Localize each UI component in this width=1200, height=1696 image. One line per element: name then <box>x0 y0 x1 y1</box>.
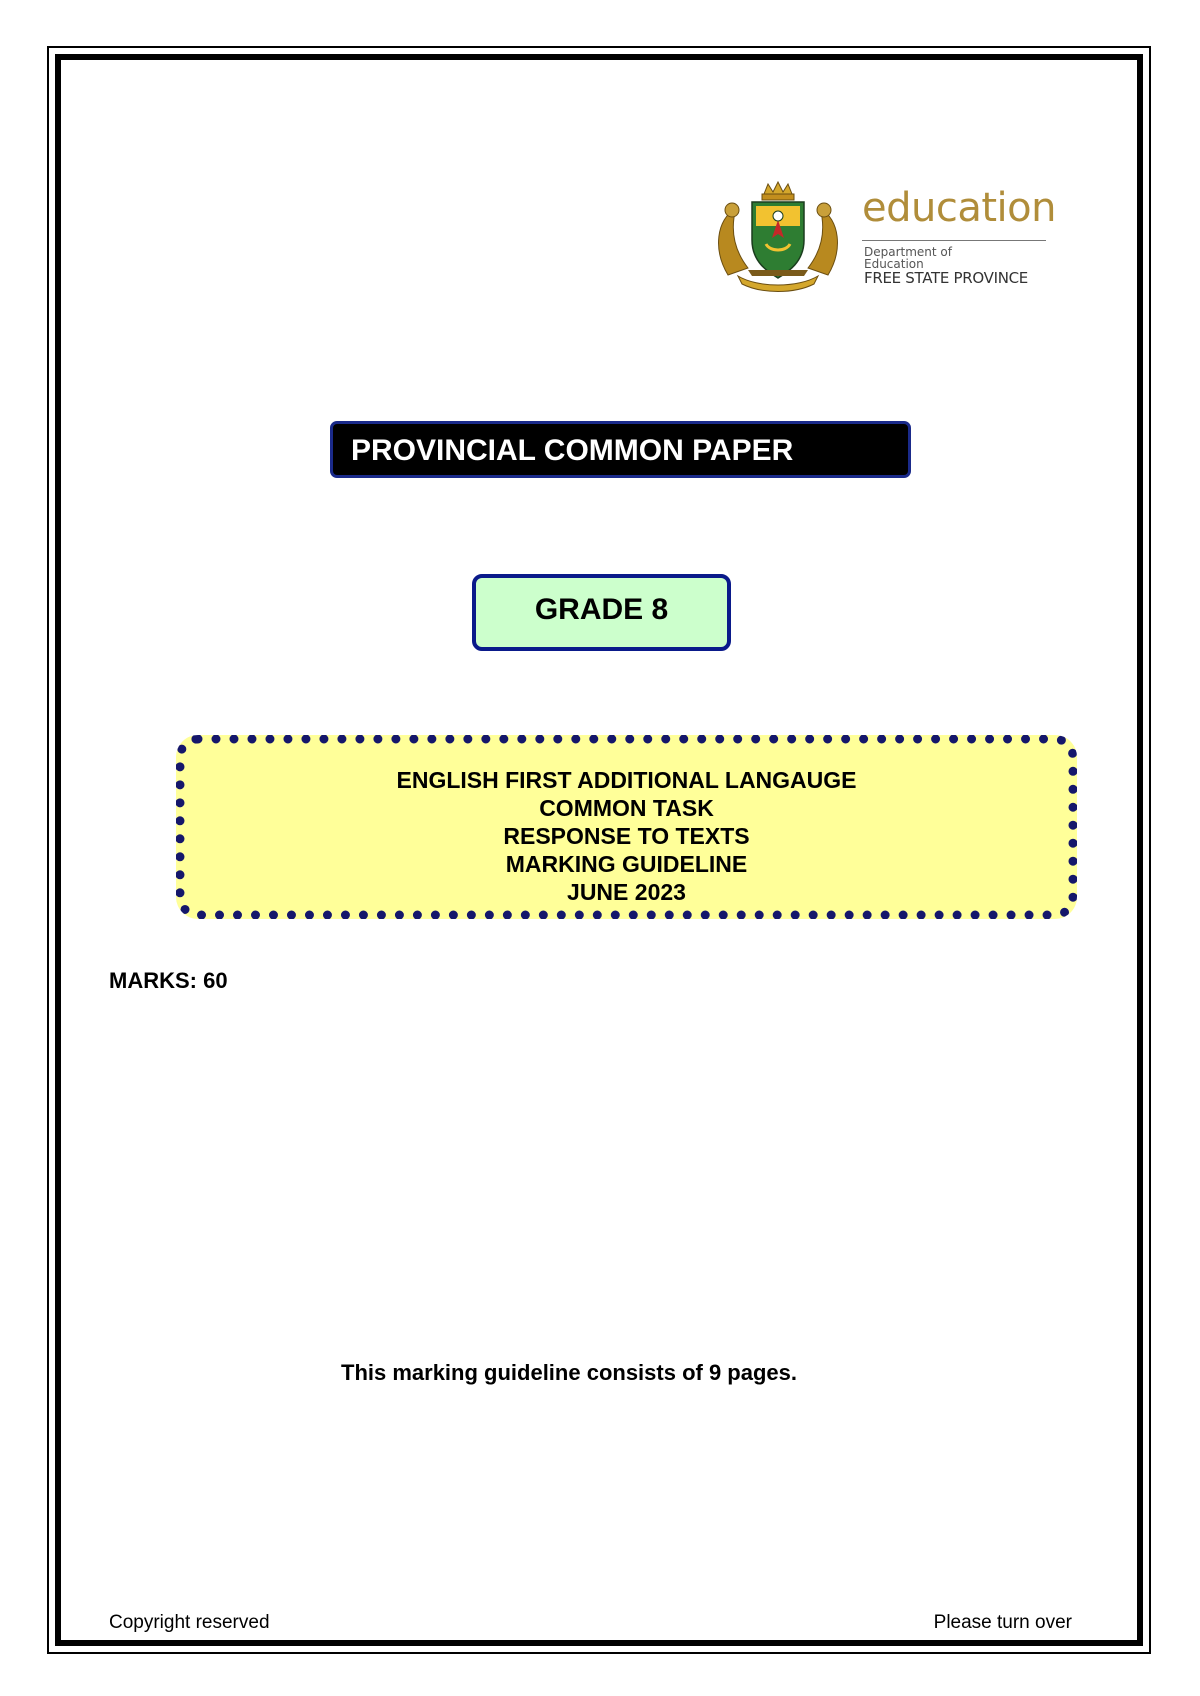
logo-department-line-1: Department of <box>864 245 952 259</box>
subject-line-date: JUNE 2023 <box>567 879 686 905</box>
department-logo <box>708 180 1056 295</box>
logo-department-line-2: Education <box>864 257 924 271</box>
grade-box <box>472 574 731 651</box>
subject-line-document-type: MARKING GUIDELINE <box>505 851 748 877</box>
subject-box <box>176 735 1077 919</box>
subject-line-task: COMMON TASK <box>539 795 714 821</box>
total-marks: MARKS: 60 <box>109 968 228 993</box>
coat-of-arms-icon <box>708 180 848 295</box>
paper-title-banner <box>330 421 911 478</box>
logo-province: FREE STATE PROVINCE <box>864 269 1028 287</box>
footer-turn-over: Please turn over <box>933 1612 1072 1633</box>
grade-label: GRADE 8 <box>534 593 669 626</box>
subject-lines <box>185 766 1068 906</box>
paper-title: PROVINCIAL COMMON PAPER <box>351 434 794 467</box>
logo-wordmark: education <box>862 185 1056 231</box>
logo-divider <box>862 240 1046 241</box>
page-count-note: This marking guideline consists of 9 pages. <box>341 1360 797 1385</box>
subject-line-language: ENGLISH FIRST ADDITIONAL LANGAUGE <box>396 767 857 793</box>
subject-line-section: RESPONSE TO TEXTS <box>503 823 750 849</box>
footer-copyright: Copyright reserved <box>109 1612 270 1633</box>
